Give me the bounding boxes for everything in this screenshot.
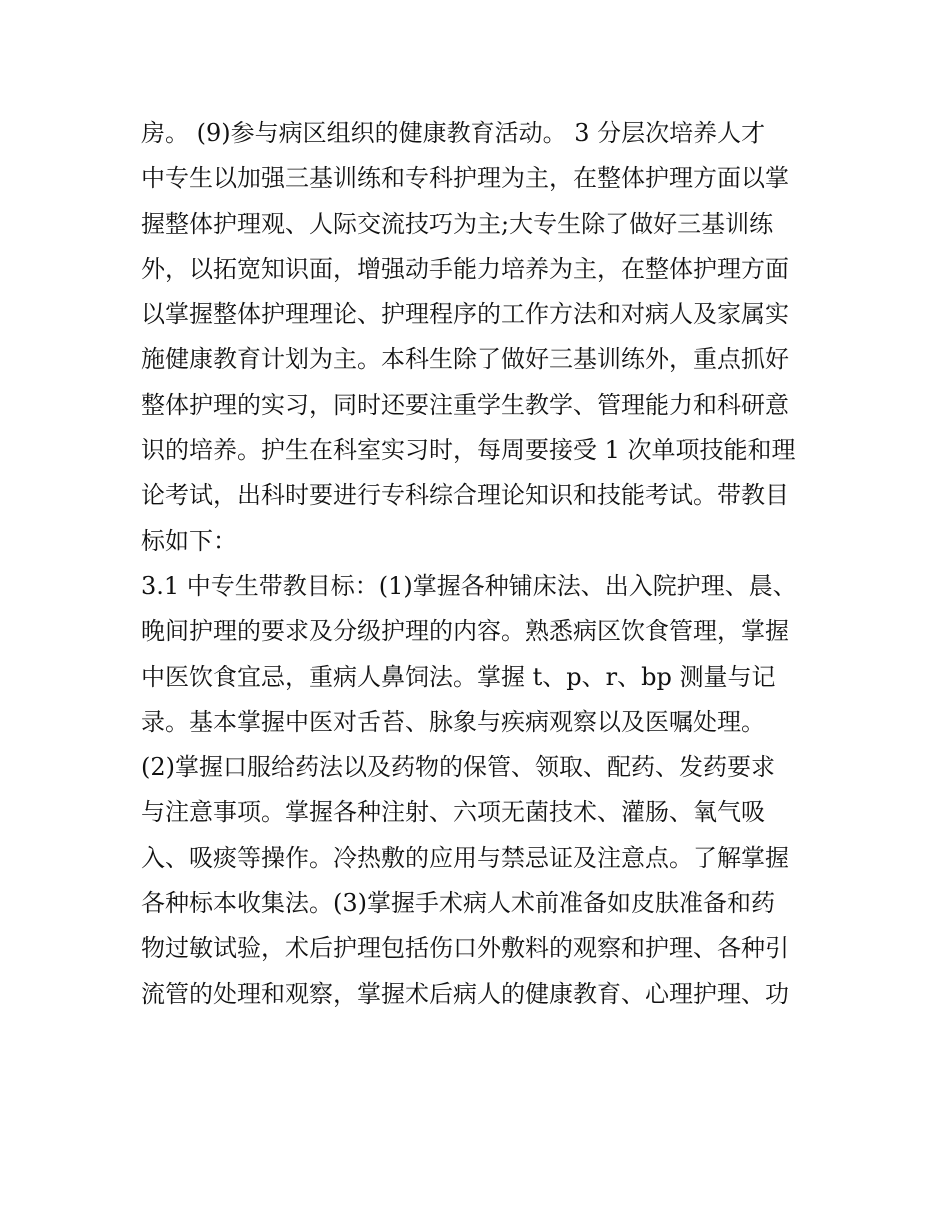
text-line: 整体护理的实习，同时还要注重学生教学、管理能力和科研意 [141,390,789,419]
text-line: 中专生以加强三基训练和专科护理为主，在整体护理方面以掌 [141,164,789,193]
text-line: 与注意事项。掌握各种注射、六项无菌技术、灌肠、氧气吸 [141,798,765,827]
text-line: 施健康教育计划为主。本科生除了做好三基训练外，重点抓好 [141,345,789,374]
text-line: 标如下： [141,526,237,555]
text-line: (2)掌握口服给药法以及药物的保管、领取、配药、发药要求 [141,753,775,782]
text-line: 入、吸痰等操作。冷热敷的应用与禁忌证及注意点。了解掌握 [141,843,789,872]
document-body [141,111,821,1017]
text-line: 录。基本掌握中医对舌苔、脉象与疾病观察以及医嘱处理。 [141,707,765,736]
text-line: 识的培养。护生在科室实习时，每周要接受 1 次单项技能和理 [141,436,796,465]
text-line: 流管的处理和观察，掌握术后病人的健康教育、心理护理、功 [141,979,789,1008]
text-line: 外，以拓宽知识面，增强动手能力培养为主，在整体护理方面 [141,254,789,283]
text-line: 论考试，出科时要进行专科综合理论知识和技能考试。带教目 [141,481,789,510]
text-line: 以掌握整体护理理论、护理程序的工作方法和对病人及家属实 [141,300,789,329]
text-line: 中医饮食宜忌，重病人鼻饲法。掌握 t、p、r、bp 测量与记 [141,662,776,691]
text-line: 握整体护理观、人际交流技巧为主;大专生除了做好三基训练 [141,209,774,238]
text-line: 各种标本收集法。(3)掌握手术病人术前准备如皮肤准备和药 [141,889,775,918]
text-line: 3.1 中专生带教目标：(1)掌握各种铺床法、出入院护理、晨、 [141,571,797,600]
text-line: 晚间护理的要求及分级护理的内容。熟悉病区饮食管理，掌握 [141,617,789,646]
text-line: 物过敏试验，术后护理包括伤口外敷料的观察和护理、各种引 [141,934,789,963]
text-line: 房。 (9)参与病区组织的健康教育活动。 3 分层次培养人才 [141,119,766,147]
